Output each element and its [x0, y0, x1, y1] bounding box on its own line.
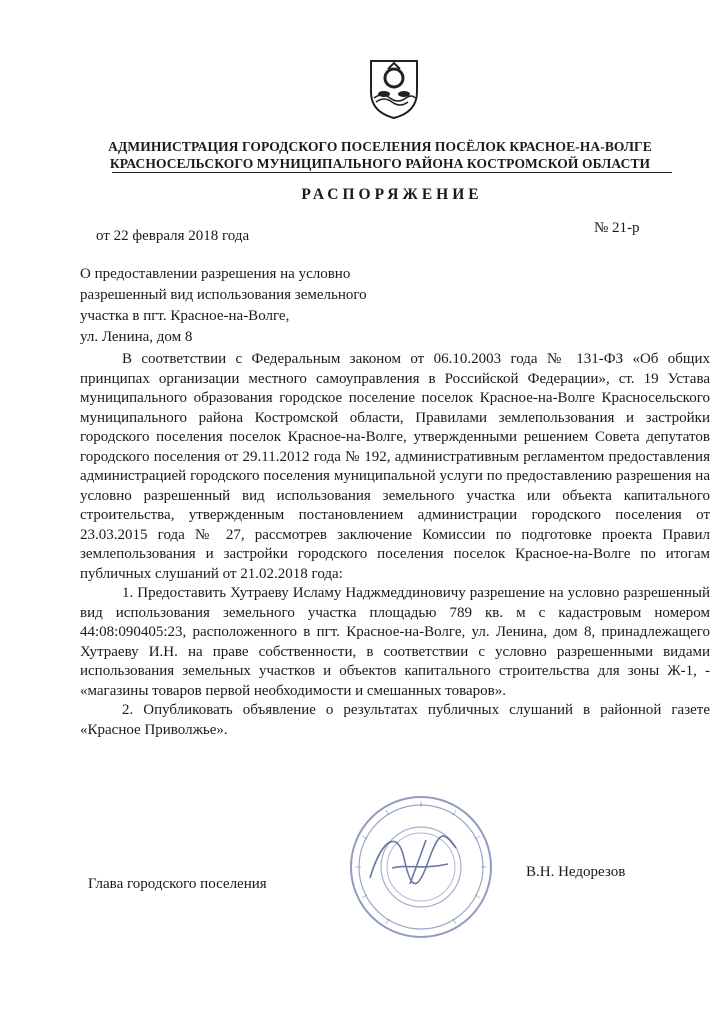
- coat-of-arms-icon: [368, 58, 420, 120]
- document-title: РАСПОРЯЖЕНИЕ: [301, 186, 483, 203]
- subject-line: разрешенный вид использования земельного: [80, 287, 367, 303]
- body-item-2: 2. Опубликовать объявление о результатах публичных слушаний в районной газете «Красное Приволжье».: [80, 702, 710, 738]
- subject-line: О предоставлении разрешения на условно: [80, 266, 351, 282]
- document-date: от 22 февраля 2018 года: [96, 228, 250, 244]
- signatory-name: В.Н. Недорезов: [526, 864, 626, 880]
- document-subject: [80, 264, 420, 348]
- subject-line: ул. Ленина, дом 8: [80, 329, 193, 345]
- org-header-line-2: КРАСНОСЕЛЬСКОГО МУНИЦИПАЛЬНОГО РАЙОНА КОСТРОМСКОЙ ОБЛАСТИ: [109, 156, 651, 171]
- signatory-role: Глава городского поселения: [88, 876, 267, 892]
- header-divider: [112, 172, 672, 173]
- organization-header: [60, 138, 700, 172]
- document-body: [80, 350, 710, 740]
- document-number: № 21-р: [594, 220, 640, 236]
- body-item-1: 1. Предоставить Хутраеву Исламу Наджмеддиновичу разрешение на условно разрешенный вид использования земельного участка площадью 789 кв. м с кадастровым номером 44:08:090405:23, расположенного в пгт. Красное-на-Волге, ул. Ленина, дом 8, принадлежащего Хутраеву И.Н. на праве собственности, в соответствии с условно разрешенными видами использования земельных участков и объектов капитального строительства для зоны Ж-1, - «магазины товаров первой необходимости и смешанных товаров».: [80, 585, 710, 699]
- body-intro-paragraph: В соответствии с Федеральным законом от 06.10.2003 года № 131-ФЗ «Об общих принципах организации местного самоуправления в Российской Федерации», ст. 19 Устава муниципального образования городское поселение поселок Красное-на-Волге Красносельского муниципального района Костромской области, Правилами землепользования и застройки городского поселения поселок Красное-на-Волге, утвержденными решением Совета депутатов городского поселения от 29.11.2012 года № 192, административным регламентом предоставления администрацией городского поселения муниципальной услуги по предоставлению разрешения на условно разрешенный вид использования земельного участка или объекта капитального строительства, утвержденным постановлением администрации городского поселения от 23.03.2015 года № 27, рассмотрев заключение Комиссии по подготовке проекта Правил землепользования и застройки городского поселения поселок Красное-на-Волге по итогам публичных слушаний от 21.02.2018 года:: [80, 351, 710, 582]
- subject-line: участка в пгт. Красное-на-Волге,: [80, 308, 290, 324]
- handwritten-signature: [352, 818, 472, 908]
- org-header-line-1: АДМИНИСТРАЦИЯ ГОРОДСКОГО ПОСЕЛЕНИЯ ПОСЁЛОК КРАСНОЕ-НА-ВОЛГЕ: [108, 139, 652, 154]
